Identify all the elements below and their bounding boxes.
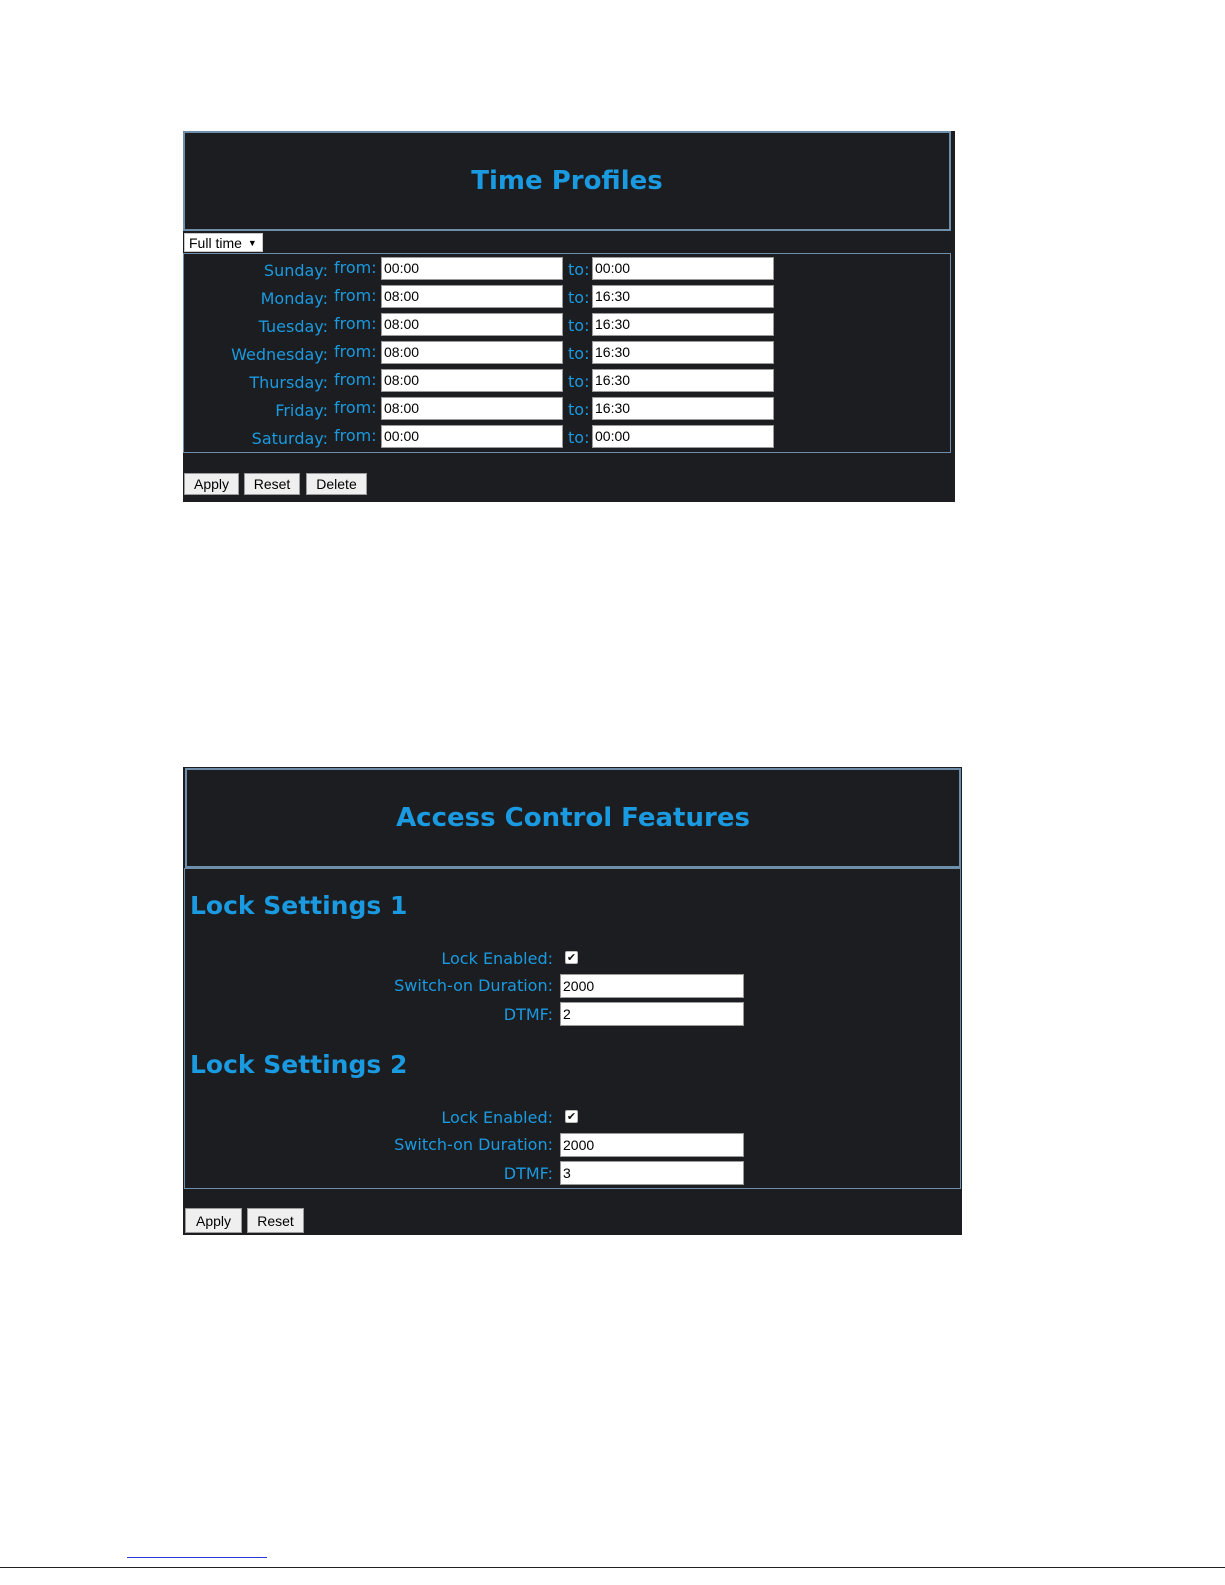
- from-label: from:: [334, 370, 377, 389]
- day-label: Friday:: [275, 401, 328, 420]
- time-profiles-header: [183, 131, 951, 231]
- day-label: Sunday:: [263, 261, 328, 280]
- chevron-down-icon: ▼: [247, 237, 257, 248]
- day-label: Saturday:: [251, 429, 328, 448]
- to-time-input[interactable]: 16:30: [592, 285, 774, 308]
- lock-1-enabled-checkbox[interactable]: ✔: [566, 951, 577, 964]
- day-row-wednesday: [184, 341, 950, 365]
- lock-2-dtmf-input[interactable]: 3: [560, 1161, 744, 1185]
- lock-settings-2-heading: Lock Settings 2: [190, 1050, 408, 1079]
- from-time-input[interactable]: 08:00: [381, 313, 563, 336]
- to-label: to:: [568, 288, 590, 307]
- to-label: to:: [568, 428, 590, 447]
- time-profiles-panel: [183, 131, 955, 502]
- day-row-thursday: [184, 369, 950, 393]
- day-label: Tuesday:: [258, 317, 328, 336]
- switch-on-duration-label: Switch-on Duration:: [394, 1135, 553, 1154]
- to-label: to:: [568, 344, 590, 363]
- day-row-friday: [184, 397, 950, 421]
- apply-button[interactable]: Apply: [184, 473, 239, 495]
- day-label: Wednesday:: [231, 345, 328, 364]
- to-label: to:: [568, 400, 590, 419]
- reset-button[interactable]: Reset: [247, 1208, 304, 1233]
- to-time-input[interactable]: 16:30: [592, 397, 774, 420]
- lock-settings-1-heading: Lock Settings 1: [190, 891, 408, 920]
- day-row-monday: [184, 285, 950, 309]
- lock-settings-container: [184, 868, 961, 1189]
- profile-select[interactable]: [184, 233, 263, 252]
- access-control-panel: [183, 767, 962, 1235]
- to-time-input[interactable]: 00:00: [592, 425, 774, 448]
- from-label: from:: [334, 398, 377, 417]
- from-label: from:: [334, 426, 377, 445]
- from-time-input[interactable]: 08:00: [381, 285, 563, 308]
- lock-1-dtmf-input[interactable]: 2: [560, 1002, 744, 1026]
- day-label: Thursday:: [249, 373, 328, 392]
- to-time-input[interactable]: 00:00: [592, 257, 774, 280]
- access-control-title: Access Control Features: [396, 803, 750, 833]
- from-label: from:: [334, 314, 377, 333]
- lock-enabled-label: Lock Enabled:: [441, 1108, 553, 1127]
- time-profiles-title: Time Profiles: [471, 166, 663, 196]
- to-label: to:: [568, 372, 590, 391]
- to-time-input[interactable]: 16:30: [592, 313, 774, 336]
- from-time-input[interactable]: 08:00: [381, 341, 563, 364]
- profile-select-value: Full time: [189, 234, 242, 251]
- lock-2-duration-input[interactable]: 2000: [560, 1133, 744, 1157]
- switch-on-duration-label: Switch-on Duration:: [394, 976, 553, 995]
- to-label: to:: [568, 260, 590, 279]
- from-time-input[interactable]: 00:00: [381, 425, 563, 448]
- footnote-link-rule: [127, 1556, 267, 1558]
- from-label: from:: [334, 258, 377, 277]
- from-label: from:: [334, 342, 377, 361]
- access-control-header: [185, 768, 961, 868]
- dtmf-label: DTMF:: [503, 1005, 553, 1024]
- from-time-input[interactable]: 00:00: [381, 257, 563, 280]
- day-row-saturday: [184, 425, 950, 449]
- to-label: to:: [568, 316, 590, 335]
- apply-button[interactable]: Apply: [185, 1208, 242, 1233]
- page-bottom-rule: [0, 1566, 1225, 1568]
- dtmf-label: DTMF:: [503, 1164, 553, 1183]
- delete-button[interactable]: Delete: [306, 473, 367, 495]
- reset-button[interactable]: Reset: [244, 473, 300, 495]
- from-time-input[interactable]: 08:00: [381, 369, 563, 392]
- to-time-input[interactable]: 16:30: [592, 341, 774, 364]
- lock-2-enabled-checkbox[interactable]: ✔: [566, 1110, 577, 1123]
- day-schedule-table: [183, 253, 951, 453]
- day-row-sunday: [184, 257, 950, 281]
- from-time-input[interactable]: 08:00: [381, 397, 563, 420]
- lock-enabled-label: Lock Enabled:: [441, 949, 553, 968]
- from-label: from:: [334, 286, 377, 305]
- day-label: Monday:: [260, 289, 328, 308]
- to-time-input[interactable]: 16:30: [592, 369, 774, 392]
- day-row-tuesday: [184, 313, 950, 337]
- lock-1-duration-input[interactable]: 2000: [560, 974, 744, 998]
